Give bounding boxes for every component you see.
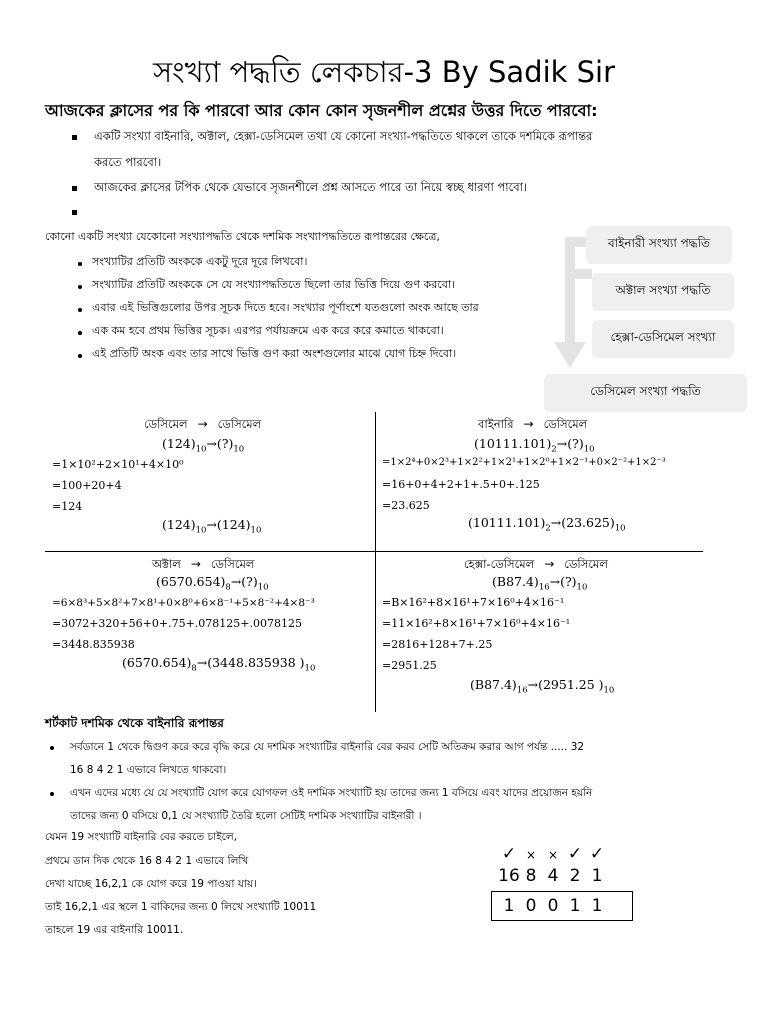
example-line-1: যেমন 19 সংখ্যাটি বাইনারি বের করতে চাইলে, bbox=[45, 831, 238, 843]
check-mark-icon: ✓ bbox=[589, 844, 605, 864]
shortcut-line-1: সর্বডানে 1 থেকে দ্বিগুণ করে করে বৃদ্ধি করে যে দশমিক সংখ্যাটির বাইনারি বের করব সেটি অতিক্রম করার আগ পর্যন্ত ..... 32 bbox=[70, 741, 585, 753]
shortcut-line-2-cont: তাদের জন্য 0 বসিয়ে 0,1 যে সংখ্যাটি তৈরি হলো সেটিই দশমিক সংখ্যাটির বাইনারী । bbox=[70, 810, 422, 822]
quadrant-header-octal: অক্টাল → ডেসিমেল bbox=[152, 557, 255, 571]
step-3: এবার এই ভিত্তিগুলোর উপর সূচক দিতে হবে। সংখ্যার পূর্ণাংশে যতগুলো অংক আছে তার bbox=[92, 301, 479, 314]
bullet-marker bbox=[50, 792, 54, 796]
page-title: সংখ্যা পদ্ধতি লেকচার-3 By Sadik Sir bbox=[152, 55, 616, 89]
power-value: 8 bbox=[525, 866, 537, 886]
work-hexadecimal-2: =11×16²+8×16¹+7×16⁰+4×16⁻¹ bbox=[382, 617, 571, 630]
power-value: 2 bbox=[569, 866, 581, 886]
decimal-system-box: ডেসিমেল সংখ্যা পদ্ধতি bbox=[544, 374, 747, 412]
answer-binary: $(10111.101)_2\to(23.625)_{10}$ bbox=[468, 515, 626, 534]
answer-hexadecimal: $(B87.4)_{16}\to(2951.25$ )$_{10}$ bbox=[470, 677, 615, 696]
power-value: 4 bbox=[547, 866, 559, 886]
shortcut-heading: শর্টকাট দশমিক থেকে বাইনারি রূপান্তর bbox=[45, 716, 224, 730]
bullet-marker-empty bbox=[72, 210, 77, 215]
bullet-marker bbox=[50, 746, 54, 750]
intro-text: কোনো একটি সংখ্যা যেকোনো সংখ্যাপদ্ধতি থেকে দশমিক সংখ্যাপদ্ধতিতে রূপান্তরের ক্ষেত্রে, bbox=[45, 230, 440, 243]
hexadecimal-system-box: হেক্সা-ডেসিমেল সংখ্যা bbox=[592, 320, 734, 358]
step-1: সংখ্যাটির প্রতিটি অংককে একটু দূরে দূরে লিখবো। bbox=[92, 255, 308, 268]
answer-octal: $(6570.654)_8\to(3448.835938$ )$_{10}$ bbox=[122, 655, 316, 674]
bit-value: 1 bbox=[591, 896, 603, 916]
example-line-3: দেখা যাচ্ছে 16,2,1 কে যোগ করে 19 পাওয়া যায়। bbox=[45, 878, 257, 890]
section-heading: আজকের ক্লাসের পর কি পারবো আর কোন কোন সৃজনশীল প্রশ্নের উত্তর দিতে পারবো: bbox=[45, 101, 598, 120]
bullet-marker bbox=[78, 285, 82, 289]
bullet-marker bbox=[72, 135, 77, 140]
question-binary: $(10111.101)_2\to(?)_{10}$ bbox=[474, 436, 595, 455]
step-4: এক কম হবে প্রথম ভিত্তির সূচক। এরপর পর্যায়ক্রমে এক করে করে কমাতে থাকবো। bbox=[92, 324, 444, 337]
binary-result-box bbox=[491, 891, 633, 921]
cross-mark-icon: × bbox=[525, 848, 537, 862]
work-octal-3: =3448.835938 bbox=[52, 638, 135, 651]
binary-system-box: বাইনারী সংখ্যা পদ্ধতি bbox=[586, 226, 732, 264]
goal-line-2: আজকের ক্লাসের টপিক থেকে যেভাবে সৃজনশীলে প্রশ্ন আসতে পারে তা নিয়ে স্বচ্ছ ধারণা পাবো। bbox=[94, 180, 528, 194]
bullet-marker bbox=[72, 186, 77, 191]
bullet-marker bbox=[78, 262, 82, 266]
step-2: সংখ্যাটির প্রতিটি অংককে সে যে সংখ্যাপদ্ধতিতে ছিলো তার ভিত্তি দিয়ে গুণ করবো। bbox=[92, 278, 455, 291]
work-octal-1: =6×8³+5×8²+7×8¹+0×8⁰+6×8⁻¹+5×8⁻²+4×8⁻³ bbox=[52, 597, 315, 609]
quadrant-header-binary: বাইনারি → ডেসিমেল bbox=[478, 417, 588, 431]
example-line-2: প্রথমে ডান দিক থেকে 16 8 4 2 1 এভাবে লিখি bbox=[45, 855, 249, 867]
work-decimal-1: =1×10²+2×10¹+4×10⁰ bbox=[52, 458, 184, 471]
quadrant-header-hexadecimal: হেক্সা-ডেসিমেল → ডেসিমেল bbox=[464, 557, 608, 571]
work-hexadecimal-3: =2816+128+7+.25 bbox=[382, 638, 493, 651]
bullet-marker bbox=[78, 354, 82, 358]
example-line-4: তাই 16,2,1 এর স্থলে 1 বাকিদের জন্য 0 লিখে সংখ্যাটি 10011 bbox=[45, 901, 317, 913]
goal-line-1-cont: করতে পারবো। bbox=[94, 155, 162, 169]
power-value: 16 bbox=[498, 866, 520, 886]
answer-decimal: $(124)_{10}\to(124)_{10}$ bbox=[162, 517, 262, 536]
work-decimal-3: =124 bbox=[52, 500, 83, 513]
power-value: 1 bbox=[591, 866, 603, 886]
work-hexadecimal-4: =2951.25 bbox=[382, 659, 437, 672]
check-mark-icon: ✓ bbox=[501, 844, 517, 864]
step-5: এই প্রতিটি অংক এবং তার সাথে ভিত্তি গুণ করা অংশগুলোর মাঝে যোগ চিহ্ন দিবো। bbox=[92, 347, 457, 360]
quadrant-header-decimal: ডেসিমেল → ডেসিমেল bbox=[144, 417, 262, 431]
bullet-marker bbox=[78, 308, 82, 312]
work-binary-1: =1×2⁴+0×2³+1×2²+1×2¹+1×2⁰+1×2⁻¹+0×2⁻²+1×2⁻³ bbox=[382, 457, 666, 468]
grid-divider-vertical bbox=[375, 412, 376, 712]
question-octal: $(6570.654)_8\to(?)_{10}$ bbox=[156, 574, 269, 593]
work-decimal-2: =100+20+4 bbox=[52, 479, 122, 492]
check-mark-icon: ✓ bbox=[567, 844, 583, 864]
work-binary-2: =16+0+4+2+1+.5+0+.125 bbox=[382, 478, 540, 491]
bullet-marker bbox=[78, 331, 82, 335]
selection-marks bbox=[498, 844, 608, 864]
question-decimal: $(124)_{10}\to(?)_{10}$ bbox=[162, 436, 245, 455]
grid-divider-horizontal bbox=[45, 551, 703, 552]
shortcut-line-1-cont: 16 8 4 2 1 এভাবে লিখতে থাকবো। bbox=[70, 764, 227, 776]
shortcut-line-2: এখন এদের মধ্যে যে যে সংখ্যাটি যোগ করে যোগফল ওই দশমিক সংখ্যাটি হয় তাদের জন্য 1 বসিয়ে এবং যাদের প্রয়োজন হয়নি bbox=[70, 787, 593, 799]
work-binary-3: =23.625 bbox=[382, 499, 430, 512]
bit-value: 1 bbox=[503, 896, 515, 916]
goal-line-1: একটি সংখ্যা বাইনারি, অক্টাল, হেক্সা-ডেসিমেল তথা যে কোনো সংখ্যা-পদ্ধতিতে থাকলে তাকে দশমিকে রূপান্তর bbox=[94, 129, 593, 143]
work-hexadecimal-1: =B×16²+8×16¹+7×16⁰+4×16⁻¹ bbox=[382, 596, 565, 609]
bit-value: 0 bbox=[547, 896, 559, 916]
bit-value: 0 bbox=[525, 896, 537, 916]
power-row bbox=[498, 866, 608, 886]
example-line-5: তাহলে 19 এর বাইনারি 10011. bbox=[45, 924, 184, 936]
cross-mark-icon: × bbox=[547, 848, 559, 862]
octal-system-box: অক্টাল সংখ্যা পদ্ধতি bbox=[592, 273, 734, 311]
bit-value: 1 bbox=[569, 896, 581, 916]
work-octal-2: =3072+320+56+0+.75+.078125+.0078125 bbox=[52, 617, 302, 630]
question-hexadecimal: $(B87.4)_{16}\to(?)_{10}$ bbox=[492, 574, 588, 593]
